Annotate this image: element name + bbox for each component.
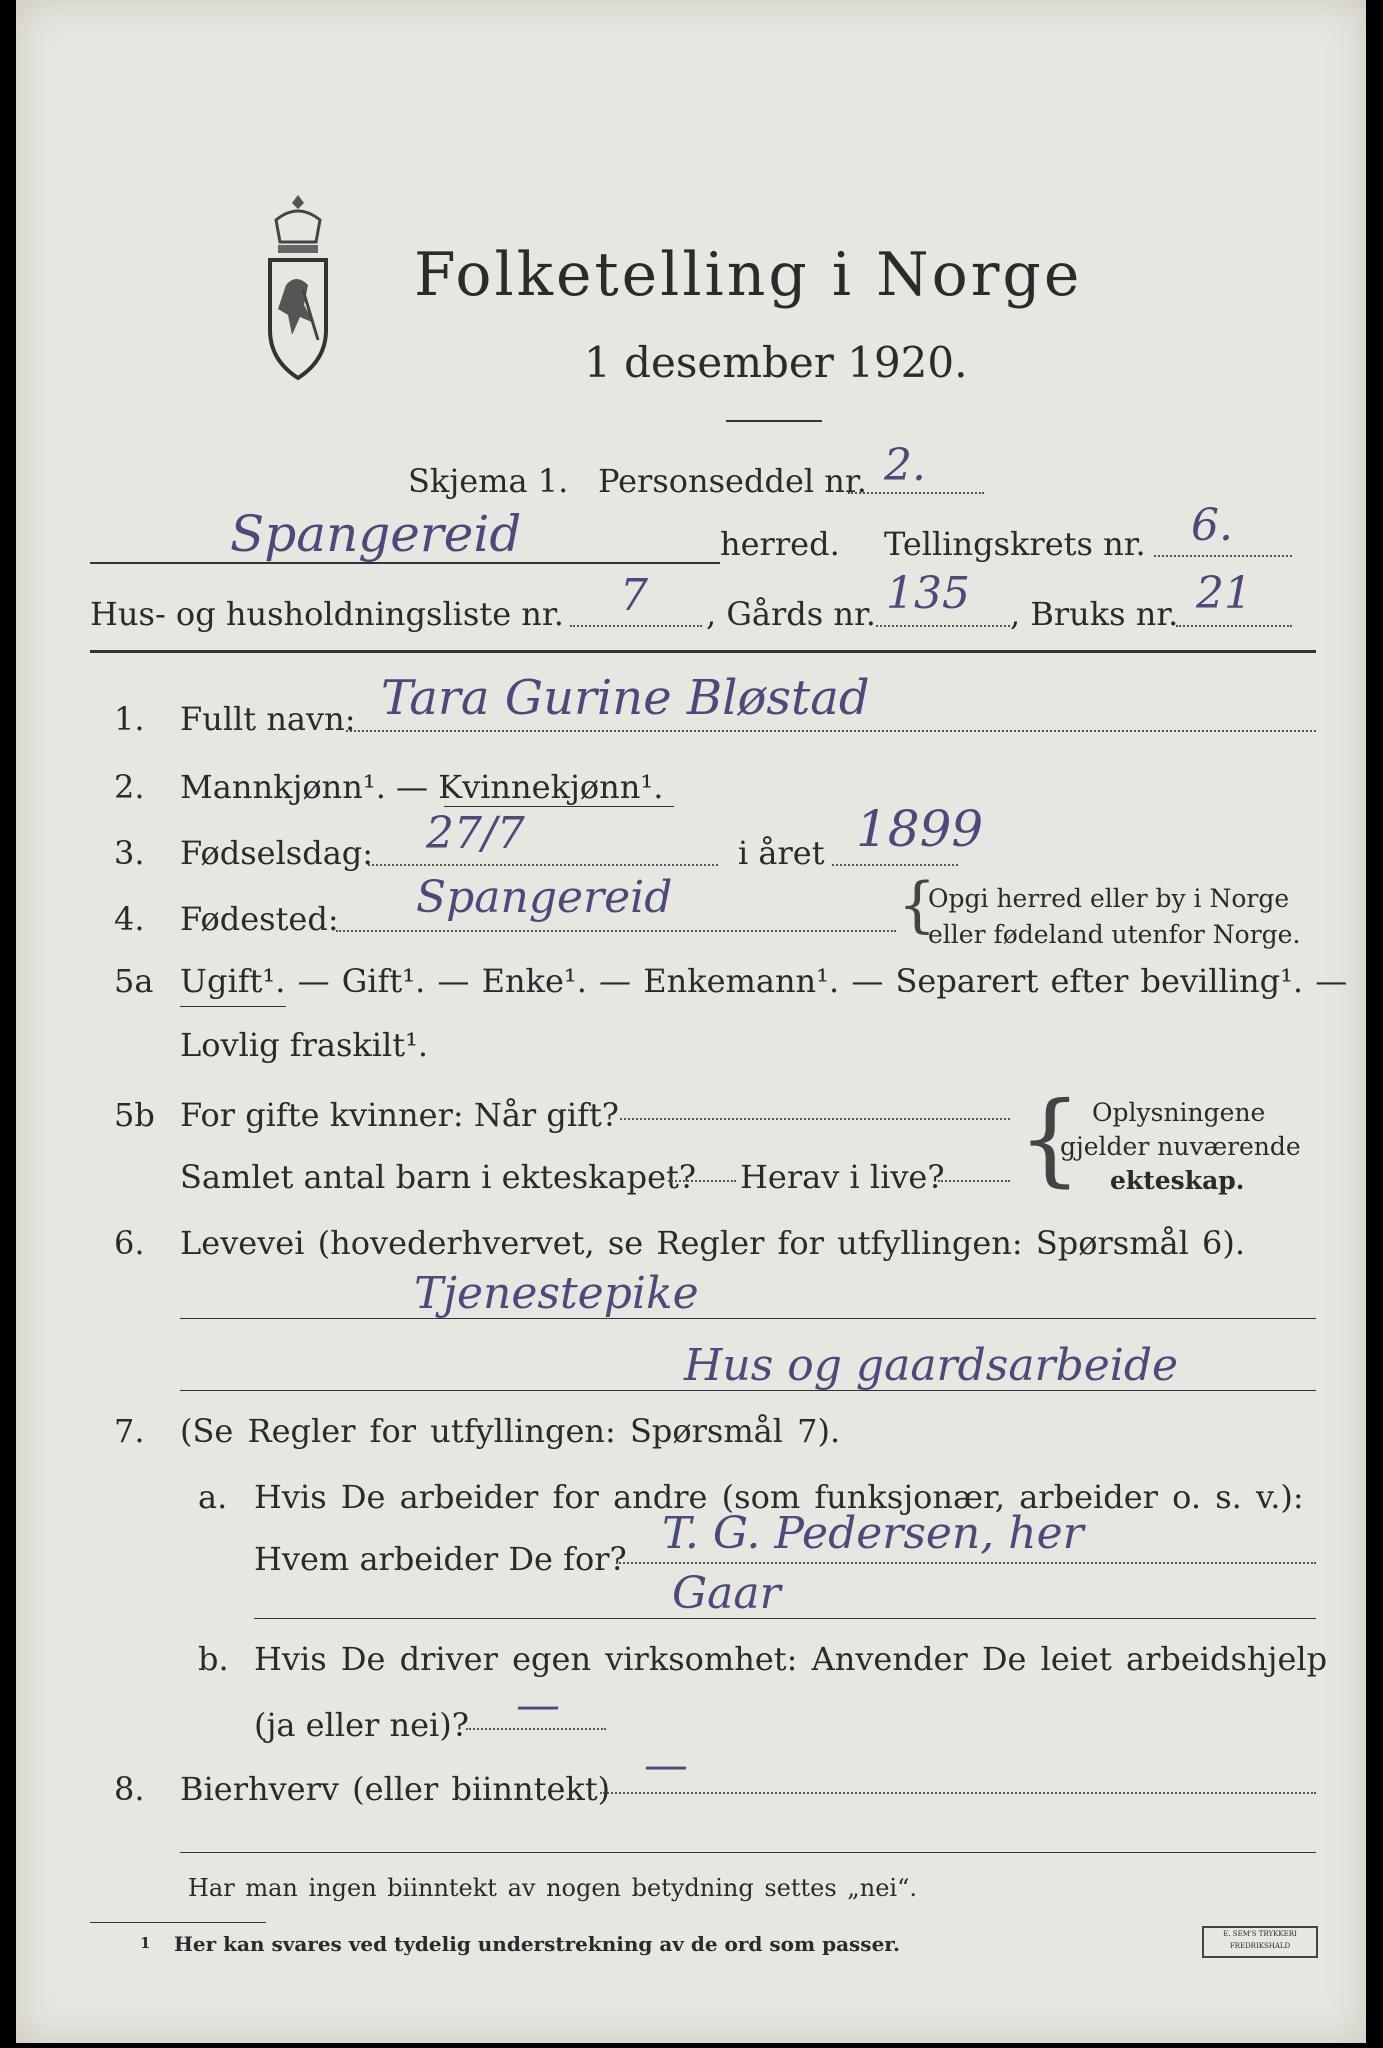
bruks-label: , Bruks nr. bbox=[1010, 595, 1179, 633]
form-title: Folketelling i Norge bbox=[414, 240, 1083, 310]
q1-line bbox=[346, 730, 1316, 732]
q6-number: 6. bbox=[114, 1224, 145, 1262]
q7b-value: — bbox=[516, 1680, 560, 1731]
footnote-mark: 1 bbox=[140, 1934, 151, 1952]
bruks-value: 21 bbox=[1196, 568, 1252, 619]
skjema-label: Skjema 1. bbox=[408, 462, 569, 500]
q8-value: — bbox=[644, 1740, 688, 1791]
q7b-label2: (ja eller nei)? bbox=[254, 1706, 469, 1744]
q5b-brace: { bbox=[1018, 1080, 1082, 1197]
herred-label: herred. bbox=[720, 525, 840, 563]
q7-number: 7. bbox=[114, 1412, 145, 1450]
q3-number: 3. bbox=[114, 834, 145, 872]
q6-value1: Tjenestepike bbox=[414, 1268, 699, 1319]
tellingskrets-line bbox=[1154, 555, 1292, 557]
q5b-note-line3: ekteskap. bbox=[1110, 1166, 1245, 1195]
husliste-line bbox=[570, 625, 702, 627]
q4-number: 4. bbox=[114, 900, 145, 938]
q6-value2: Hus og gaardsarbeide bbox=[684, 1340, 1179, 1391]
personseddel-value: 2. bbox=[884, 440, 926, 491]
q1-label: Fullt navn: bbox=[180, 700, 356, 738]
q4-note-line2: eller fødeland utenfor Norge. bbox=[928, 920, 1301, 949]
tellingskrets-value: 6. bbox=[1191, 500, 1233, 551]
personseddel-label: Personseddel nr. bbox=[598, 462, 867, 500]
q5b-barn-line bbox=[668, 1180, 736, 1182]
herred-value: Spangereid bbox=[230, 505, 522, 563]
header-divider bbox=[90, 650, 1316, 653]
q4-brace: { bbox=[898, 870, 937, 940]
footnote-divider bbox=[90, 1922, 266, 1923]
q5b-label: For gifte kvinner: Når gift? bbox=[180, 1096, 619, 1134]
q5a-label: Ugift¹. — Gift¹. — Enke¹. — Enkemann¹. — Separert efter bevilling¹. — bbox=[180, 962, 1348, 1000]
q5a-underline bbox=[180, 1006, 286, 1007]
q5b-note-line1: Oplysningene bbox=[1092, 1098, 1266, 1127]
q4-note-line1: Opgi herred eller by i Norge bbox=[928, 884, 1290, 913]
personseddel-line bbox=[848, 492, 984, 494]
q3-value: 27/7 bbox=[426, 808, 525, 859]
norwegian-coat-of-arms-icon bbox=[248, 190, 348, 385]
q7b-label: Hvis De driver egen virksomhet: Anvender De leiet arbeidshjelp bbox=[254, 1640, 1328, 1678]
q3-year-label: i året bbox=[738, 834, 825, 872]
husliste-value: 7 bbox=[620, 570, 648, 621]
q8-label: Bierhverv (eller biinntekt) bbox=[180, 1770, 611, 1808]
printer-stamp: E. SEM'S TRYKKERI FREDRIKSHALD bbox=[1202, 1926, 1318, 1958]
q7a-line1 bbox=[616, 1562, 1316, 1564]
q3-year-line bbox=[832, 864, 958, 866]
q5a-label2: Lovlig fraskilt¹. bbox=[180, 1026, 429, 1064]
q6-line1 bbox=[180, 1318, 1316, 1319]
census-form-page bbox=[16, 0, 1366, 2043]
q4-label: Fødested: bbox=[180, 900, 339, 938]
census-date: 1 desember 1920. bbox=[584, 338, 968, 387]
q3-label: Fødselsdag: bbox=[180, 834, 374, 872]
q2-number: 2. bbox=[114, 768, 145, 806]
q7b-letter: b. bbox=[198, 1640, 229, 1678]
tellingskrets-label: Tellingskrets nr. bbox=[884, 525, 1146, 563]
q7-label: (Se Regler for utfyllingen: Spørsmål 7). bbox=[180, 1412, 841, 1450]
q7a-label2: Hvem arbeider De for? bbox=[254, 1540, 627, 1578]
q4-value: Spangereid bbox=[416, 872, 673, 923]
q2-underline bbox=[444, 806, 674, 807]
q5b-note-line2: gjelder nuværende bbox=[1060, 1132, 1301, 1161]
husliste-label: Hus- og husholdningsliste nr. bbox=[90, 595, 564, 633]
gards-value: 135 bbox=[886, 568, 970, 619]
q7a-value2: Gaar bbox=[672, 1568, 781, 1619]
q5a-number: 5a bbox=[114, 962, 154, 1000]
q1-value: Tara Gurine Bløstad bbox=[381, 670, 870, 726]
q8-line bbox=[600, 1792, 1316, 1794]
q7a-value1: T. G. Pedersen, her bbox=[662, 1508, 1084, 1559]
footnote-text: Her kan svares ved tydelig understrekning av de ord som passer. bbox=[174, 1932, 900, 1956]
bruks-line bbox=[1176, 625, 1292, 627]
footer-note: Har man ingen biinntekt av nogen betydning settes „nei“. bbox=[188, 1874, 917, 1902]
q4-line bbox=[336, 930, 896, 932]
q5b-herav-line bbox=[938, 1180, 1010, 1182]
q7a-line2 bbox=[254, 1618, 1316, 1619]
q7a-letter: a. bbox=[198, 1478, 228, 1516]
q3-year-value: 1899 bbox=[856, 800, 984, 858]
q2-label: Mannkjønn¹. — Kvinnekjønn¹. bbox=[180, 768, 664, 806]
gards-line bbox=[876, 625, 1010, 627]
q8-line2 bbox=[180, 1852, 1316, 1853]
q1-number: 1. bbox=[114, 700, 145, 738]
q5b-line bbox=[620, 1118, 1010, 1120]
q7a-label: Hvis De arbeider for andre (som funksjonær, arbeider o. s. v.): bbox=[254, 1478, 1304, 1516]
gards-label: , Gårds nr. bbox=[706, 595, 876, 633]
title-divider bbox=[726, 420, 822, 422]
q3-line bbox=[368, 864, 718, 866]
q8-number: 8. bbox=[114, 1770, 145, 1808]
q5b-herav-label: Herav i live? bbox=[740, 1158, 945, 1196]
q5b-number: 5b bbox=[114, 1096, 155, 1134]
q6-label: Levevei (hovederhvervet, se Regler for utfyllingen: Spørsmål 6). bbox=[180, 1224, 1246, 1262]
q5b-label2: Samlet antal barn i ekteskapet? bbox=[180, 1158, 697, 1196]
